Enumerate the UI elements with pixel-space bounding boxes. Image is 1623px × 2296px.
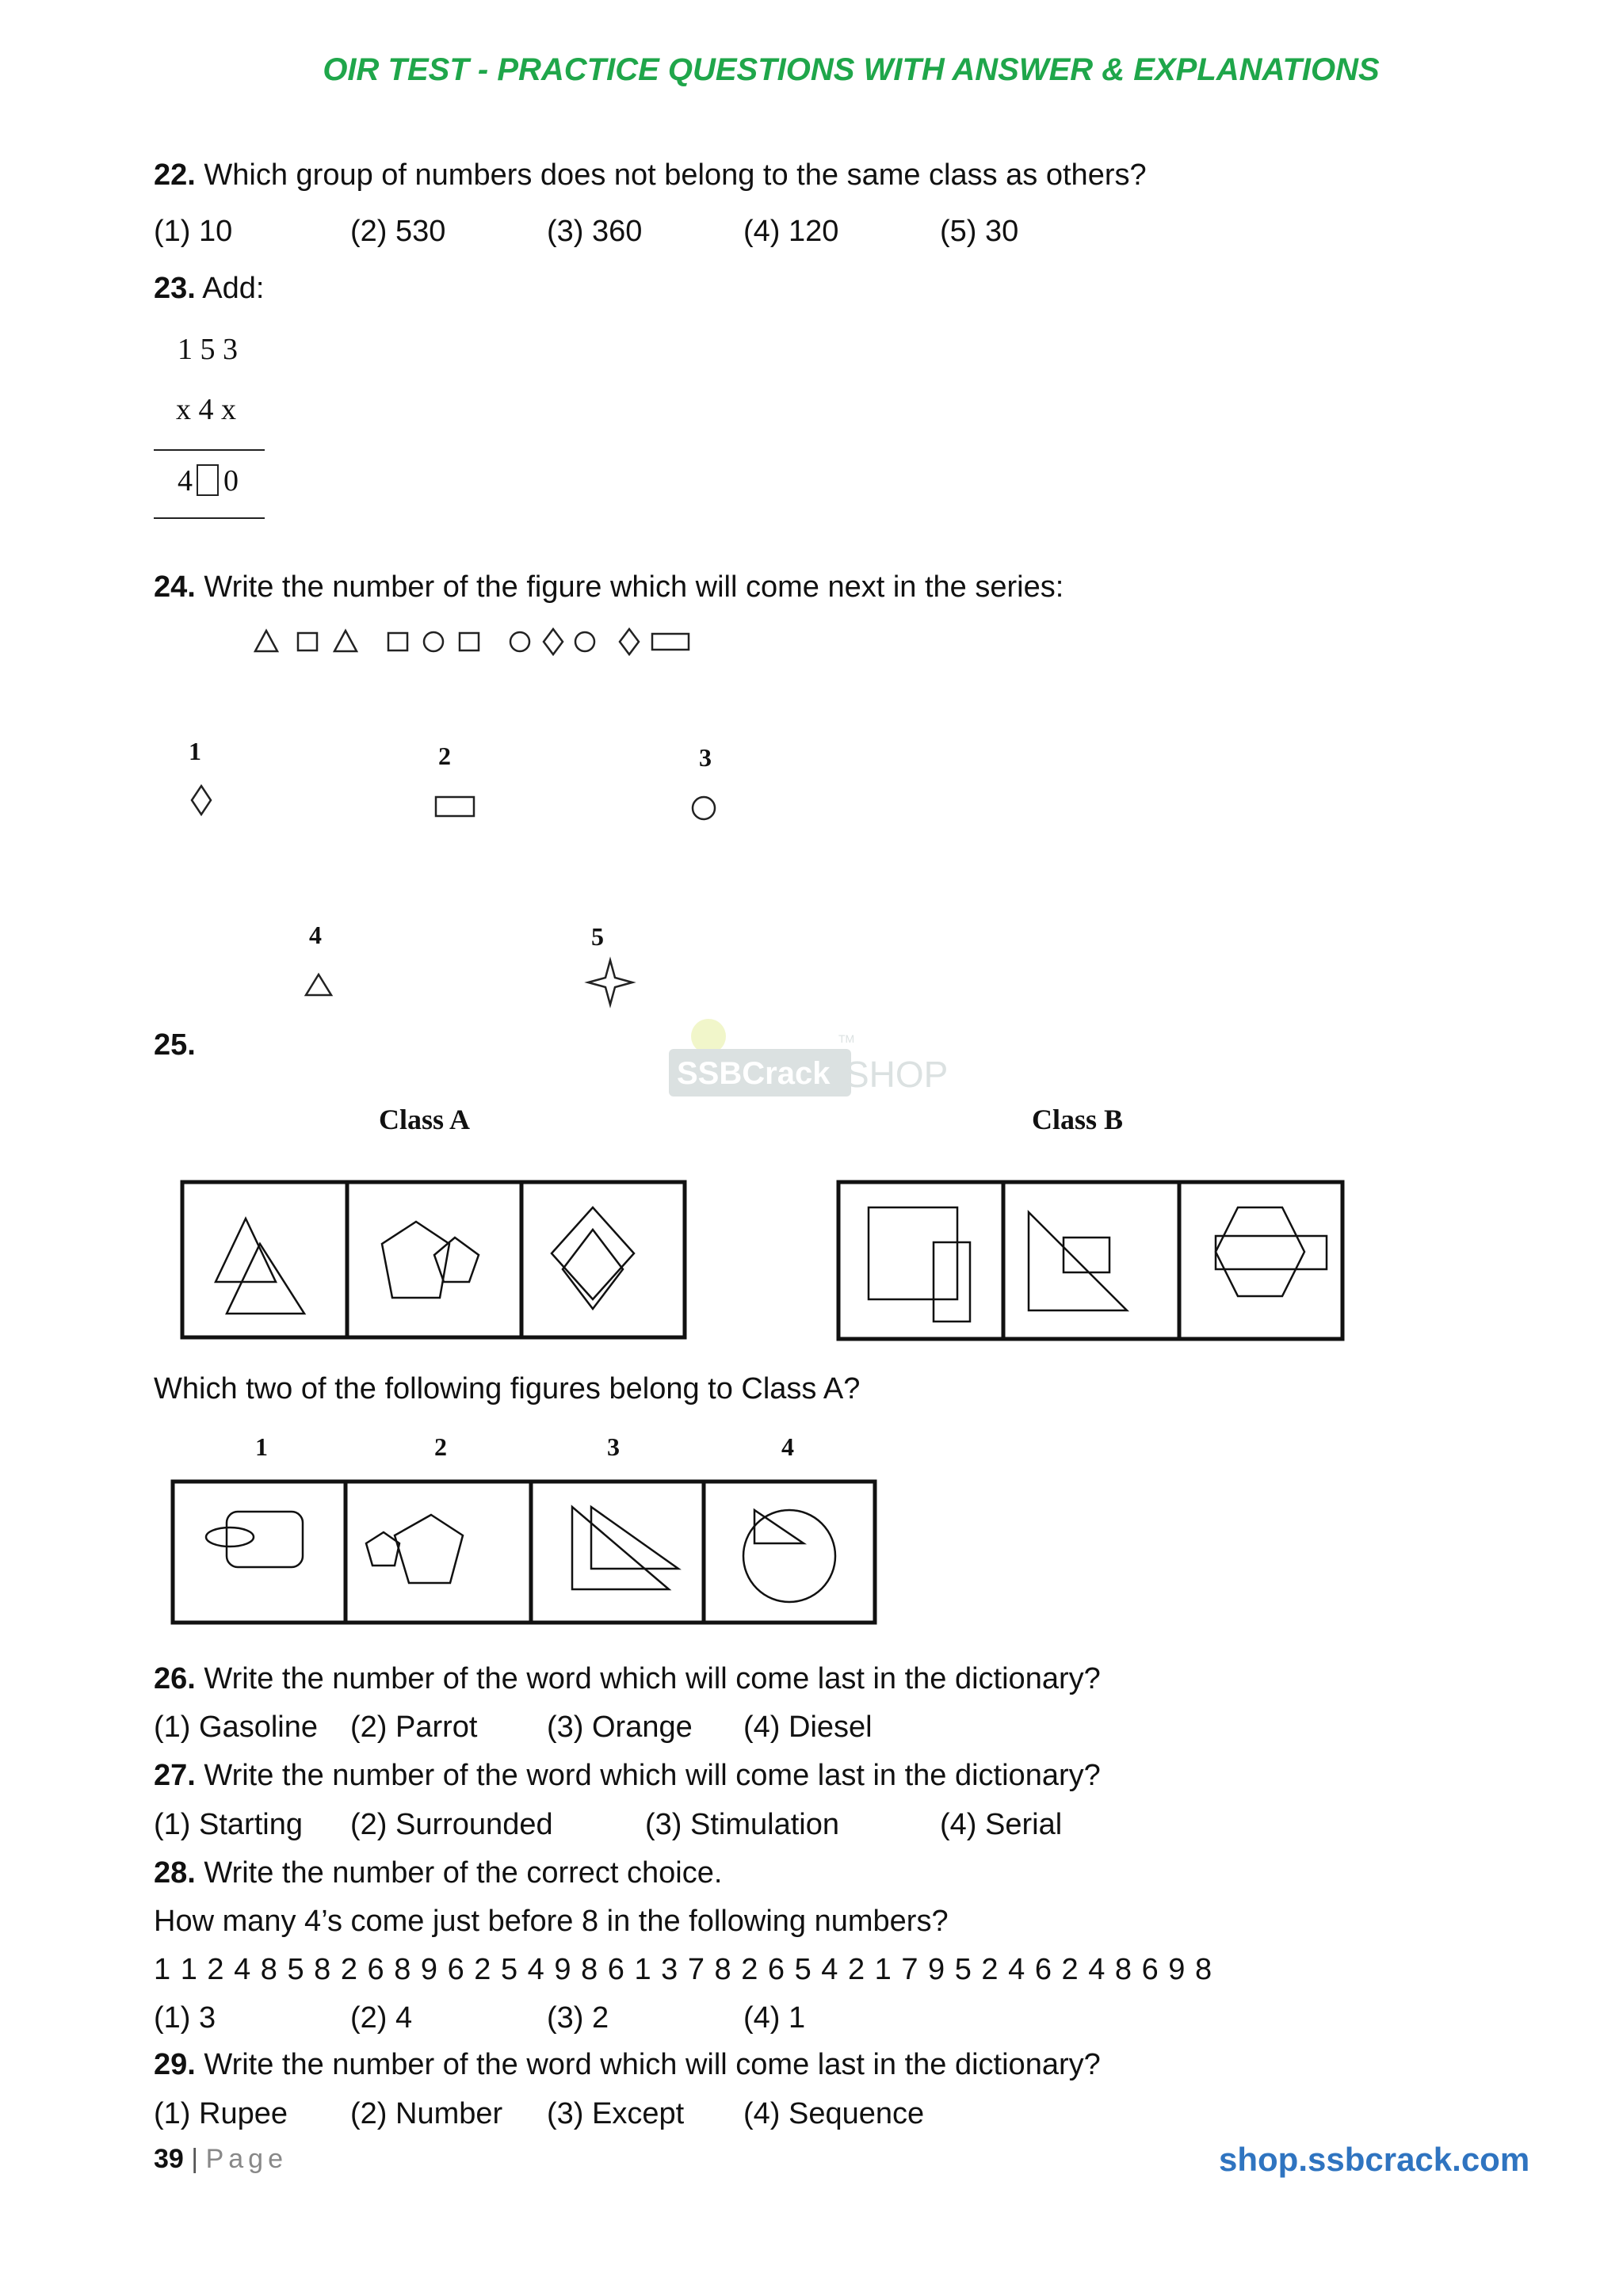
question-text: Write the number of the figure which will come next in the series: [204, 570, 1064, 604]
math-row-2: x 4 x [176, 393, 236, 426]
rounded-rectangle-icon [227, 1512, 303, 1567]
q27-option-3: (3) Stimulation [645, 1808, 839, 1841]
svg-text:SHOP: SHOP [845, 1054, 949, 1095]
question-28 [154, 1855, 722, 1891]
triangle-icon [227, 1244, 304, 1314]
question-text: Write the number of the correct choice. [204, 1856, 723, 1890]
question-number: 24. [154, 570, 196, 604]
ssbcrack-shop-watermark [669, 1013, 962, 1108]
question-text: Add: [202, 272, 265, 305]
circle-icon [743, 1510, 835, 1602]
question-text: Write the number of the word which will come last in the dictionary? [204, 2048, 1101, 2081]
question-29 [154, 2046, 1101, 2083]
q28-option-1: (1) 3 [154, 2001, 216, 2035]
triangle-icon [1029, 1212, 1127, 1310]
q26-option-4: (4) Diesel [743, 1711, 873, 1744]
q24-choice-5-label: 5 [591, 922, 604, 951]
q25-choice-2-label: 2 [434, 1432, 447, 1461]
q27-option-4: (4) Serial [940, 1808, 1063, 1841]
square-icon [869, 1207, 957, 1299]
q25-choice-1-label: 1 [255, 1432, 268, 1461]
footer-page-word: Page [205, 2144, 288, 2174]
triangle-icon [754, 1510, 804, 1543]
question-number: 27. [154, 1759, 196, 1792]
q22-option-3: (3) 360 [547, 215, 643, 248]
pentagon-icon [395, 1515, 463, 1583]
diamond-icon [563, 1230, 623, 1309]
q26-option-2: (2) Parrot [350, 1711, 478, 1744]
answer-blank-box [197, 464, 219, 496]
pentagon-icon [434, 1238, 479, 1282]
q29-option-3: (3) Except [547, 2097, 685, 2130]
diamond-icon [544, 629, 563, 654]
question-27 [154, 1757, 1101, 1794]
question-text: Write the number of the word which will come last in the dictionary? [204, 1662, 1101, 1695]
q29-option-4: (4) Sequence [743, 2097, 925, 2130]
q26-option-3: (3) Orange [547, 1711, 693, 1744]
math-row-1: 1 5 3 [178, 333, 238, 366]
question-number: 28. [154, 1856, 196, 1890]
page-header-title: OIR TEST - PRACTICE QUESTIONS WITH ANSWER & EXPLANATIONS [323, 52, 1380, 87]
q29-option-2: (2) Number [350, 2097, 503, 2130]
question-number: 26. [154, 1662, 196, 1695]
q28-subtext: How many 4’s come just before 8 in the following numbers? [154, 1905, 949, 1938]
math-row-3-right: 0 [223, 464, 239, 498]
triangle-icon [334, 631, 357, 651]
footer-separator: | [191, 2144, 199, 2174]
circle-icon [424, 632, 443, 651]
q24-choice-4-label: 4 [309, 921, 322, 949]
diamond-icon [620, 629, 639, 654]
rectangle-icon [1216, 1236, 1327, 1269]
q27-option-1: (1) Starting [154, 1808, 303, 1841]
q25-question-text: Which two of the following figures belong to Class A? [154, 1372, 861, 1405]
hexagon-icon [1216, 1207, 1304, 1296]
pentagon-icon [382, 1222, 449, 1298]
q22-option-2: (2) 530 [350, 215, 446, 248]
q29-option-1: (1) Rupee [154, 2097, 288, 2130]
question-25-number: 25. [154, 1028, 196, 1062]
diamond-icon [190, 784, 214, 816]
q22-option-4: (4) 120 [743, 215, 839, 248]
question-number: 23. [154, 272, 196, 305]
square-icon [298, 633, 317, 650]
page-number: 39 [154, 2144, 184, 2174]
class-b-label: Class B [1032, 1104, 1124, 1135]
class-b-figures [837, 1180, 1344, 1344]
square-icon [460, 633, 479, 650]
q28-option-4: (4) 1 [743, 2001, 806, 2035]
q22-option-5: (5) 30 [940, 215, 1019, 248]
circle-icon [575, 632, 594, 651]
rectangle-icon [652, 634, 689, 650]
star-icon [586, 959, 634, 1006]
svg-text:TM: TM [838, 1032, 855, 1045]
q27-option-2: (2) Surrounded [350, 1808, 553, 1841]
diamond-icon [552, 1207, 634, 1299]
square-icon [388, 633, 407, 650]
q25-choice-3-label: 3 [607, 1432, 620, 1461]
ellipse-icon [206, 1527, 254, 1547]
triangle-icon [304, 971, 333, 998]
page-footer-number [154, 2144, 288, 2175]
class-a-label: Class A [379, 1104, 471, 1135]
q24-choice-1-label: 1 [189, 737, 201, 765]
q28-option-3: (3) 2 [547, 2001, 609, 2035]
q28-number-sequence: 1 1 2 4 8 5 8 2 6 8 9 6 2 5 4 9 8 6 1 3 7 8 2 6 5 4 2 1 7 9 5 2 4 6 2 4 8 6 9 8 [154, 1953, 1213, 1986]
q25-answer-figures [171, 1480, 878, 1626]
question-22 [154, 157, 1147, 193]
question-number: 29. [154, 2048, 196, 2081]
footer-website-link[interactable]: shop.ssbcrack.com [1219, 2141, 1530, 2178]
circle-icon [689, 794, 718, 822]
svg-text:SSBCrack: SSBCrack [677, 1056, 831, 1091]
q24-choice-2-label: 2 [438, 742, 451, 770]
q24-choice-3-label: 3 [699, 743, 712, 772]
triangle-icon [572, 1507, 669, 1589]
question-26 [154, 1661, 1101, 1697]
math-row-3-left: 4 [178, 464, 193, 498]
question-24 [154, 569, 1064, 605]
question-23 [154, 270, 264, 307]
question-text: Which group of numbers does not belong to the same class as others? [204, 158, 1147, 192]
class-a-figures [181, 1180, 688, 1341]
question-number: 22. [154, 158, 196, 192]
rectangle-icon [934, 1242, 970, 1322]
q26-option-1: (1) Gasoline [154, 1711, 318, 1744]
q28-option-2: (2) 4 [350, 2001, 413, 2035]
math-divider-top [154, 449, 265, 451]
circle-icon [510, 632, 529, 651]
shape-series [254, 626, 697, 658]
math-divider-bottom [154, 517, 265, 519]
question-text: Write the number of the word which will come last in the dictionary? [204, 1759, 1101, 1792]
rectangle-icon [434, 795, 477, 819]
q25-choice-4-label: 4 [781, 1432, 794, 1461]
q22-option-1: (1) 10 [154, 215, 233, 248]
triangle-icon [255, 631, 277, 651]
